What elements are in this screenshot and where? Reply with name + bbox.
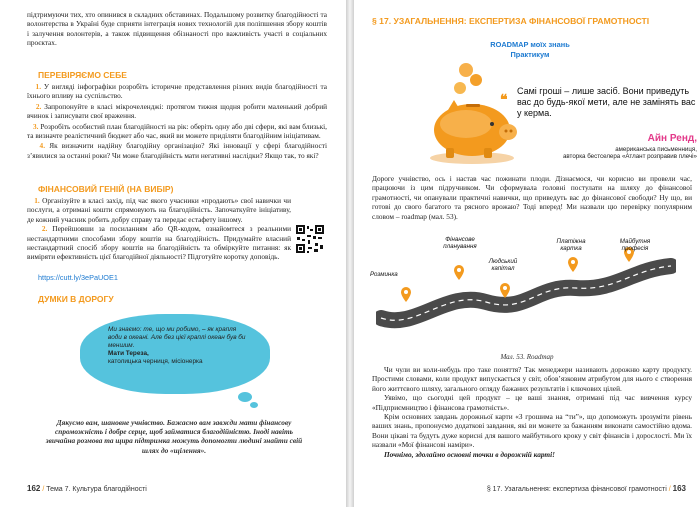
figure-caption: Мал. 53. Roadmap [500,353,554,361]
list-item: 2. Перейшовши за посиланням або QR-кодом, ознайомтеся з реальними нестандартними способами збору коштів на благодійність. Придумайте власний нестандартний спосіб збору коштів на благодійність та обміркуйте питання: як виміряти ефективність цієї благодійної діяльності? Підготуйте коротку доповідь. [27,224,291,262]
list-item: 1. У вигляді інфографіки розробіть історичне представлення різних видів благодійності та їхнього впливу на суспільство. [27,82,328,101]
page-number: 163 [672,484,686,493]
bubble-role: католицька черниця, місіонерка [108,358,203,365]
roadmap-stop-planning: Фінансове планування [443,236,477,250]
left-page [0,0,346,507]
quote-author: Айн Ренд, [647,133,697,144]
intro-paragraph: підтримуючи тих, хто опинився в складних обставинах. Подальшому розвитку благодійності та волонтерства в Україні буде сприяти інтеграція нових технологій для поліпшення збору коштів і залучення волонтерів, а також підвищення обізнаності про важливість участі в соціальних проєктах. [27,10,327,48]
quote-author-role: американська письменниця, авторка бестселера «Атлант розправив плечі» [562,146,697,161]
bubble-author: Мати Тереза, [108,350,149,357]
right-footer: § 17. Узагальнення: експертиза фінансової грамотності / 163 [486,484,686,493]
left-footer: 162 / Тема 7. Культура благодійності [27,484,147,493]
external-link[interactable]: https://cutt.ly/3ePaUOE1 [38,273,118,282]
intro-paragraph: Дороге учнівство, ось і настав час пожинати плоди. Дізнаємося, чи корисно ви провели час, працюючи із цим підручником. Чи сформувала головні постулати на шляху до фінансової грамотності, чи опанували практичні навички, що приведуть вас до фінансової свободи? Ну що, ви готові до свого багатого та рясного врожаю? Тоді вперед! Ми назвали цю перевірку популярним словом – roadmap (мал. 53). [372,174,692,221]
section-title: § 17. УЗАГАЛЬНЕННЯ: ЕКСПЕРТИЗА ФІНАНСОВОЇ ГРАМОТНОСТІ [372,16,650,26]
list-item: 4. Як визначити надійну благодійну організацію? Які інновації у сфері благодійності з’явилися за останні роки? Чи може благодійність мати негативні наслідки? Якщо так, то які? [27,141,327,160]
list-item: 2. Запропонуйте в класі мікрочеленджі: протягом тижня щодня робити маленький добрий вчинок і записувати свої враження. [27,101,328,121]
bubble-tail [238,392,252,402]
footer-topic: Тема 7. Культура благодійності [46,486,147,493]
closing-text: Дякуємо вам, шановне учнівство. Бажаємо вам завжди мати фінансову спроможність і добре серце, щоб займатися благодійністю. Іноді навіть звичайна розмова та щира підтримка можуть допомогти людині знайти свій шлях до «щілення». [45,418,303,455]
body-text: Чи чули ви коли-небудь про таке поняття? Так менеджери називають дорожню карту продукту. Простими словами, коли продукт випускається у світ, обов’язковим атрибутом для нього є створення його життєвого шляху, загального огляду бажаних результатів і ключових цілей. Уявімо, що сьогодні цей продукт – це ваші знання, отримані під час вивчення курсу «Підприємництво і фінансова грамотність». Крім основних завдань дорожньої карти «З грошима на “ти”», що допоможуть зрозуміти рівень ваших знань, пропонуємо додаткові завдання, які ви можете за бажанням виконати самостійно вдома. Вони цікаві та будуть дуже корисні для вашого майбутнього кроку у світ фінансів і дорослості. Ми їх назвали «Мої фінансові наміри». Почнімо, здолаймо основні точки в дорожній карті! [372,365,692,459]
map-pin-icon [401,287,411,302]
epigraph-quote: Самі гроші – лише засіб. Вони приведуть вас до будь-якої мети, але не замінять вас у керма. [517,86,696,118]
quote-mark-icon: ❝ [500,91,508,107]
roadmap-stop-card: Платіжна картка [556,238,586,252]
piggy-bank-illustration [420,60,522,166]
bubble-quote: Ми знаємо: те, що ми робимо, – як крапля води в океані. Але без цієї краплі океан був би меншим. Мати Тереза, католицька черниця, місіонерка [108,326,248,366]
footer-topic: § 17. Узагальнення: експертиза фінансової грамотності [486,486,667,493]
bubble-tail [250,402,258,408]
check-yourself-heading: ПЕРЕВІРЯЄМО СЕБЕ [38,70,127,80]
map-pin-icon [568,257,578,272]
list-item: 1. Організуйте в класі захід, під час якого учасники «продають» свої навички чи послуги, а отримані кошти спрямовують на благодійність. Започаткуйте ініціативу, де кожний учасник робить добру справу та передає естафету іншому. [27,196,291,224]
roadmap-heading: ROADMAP моїх знань Практикум [490,40,570,59]
thoughts-heading: ДУМКИ В ДОРОГУ [38,294,114,304]
genius-list [27,196,291,262]
financial-genius-heading: ФІНАНСОВИЙ ГЕНІЙ (НА ВИБІР) [38,184,174,194]
check-list [27,82,327,161]
roadmap-stop-capital: Людський капітал [488,258,518,272]
map-pin-icon [454,265,464,280]
book-gutter [346,0,354,507]
list-item: 3. Розробіть особистий план благодійності на рік: оберіть одну або дві сфери, які вам близькі, та визначте реалістичний бюджет або час, який ви можете приділяти благодійним ініціативам. [27,121,327,141]
roadmap-stop-warmup: Розминка [370,271,398,278]
qr-code-icon[interactable] [296,225,324,253]
right-page [354,0,700,507]
page-number: 162 [27,484,41,493]
roadmap-stop-profession: Майбутня професія [619,238,651,252]
map-pin-icon [500,283,510,298]
